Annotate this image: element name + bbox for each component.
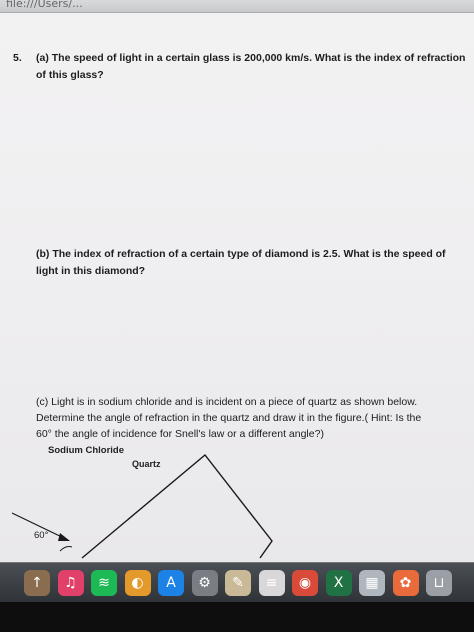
app-store-icon[interactable]: A [158, 570, 184, 596]
question-part-a: (a) The speed of light in a certain glass is 200,000 km/s. What is the index of refraction of this glass? [36, 52, 466, 81]
chrome-icon[interactable]: ◉ [292, 570, 318, 596]
text-edit-icon[interactable]: ≡ [259, 570, 285, 596]
photos-icon[interactable]: ✿ [393, 570, 419, 596]
refraction-figure [0, 13, 474, 568]
photo-booth-icon[interactable]: ◐ [125, 570, 151, 596]
itunes-icon[interactable]: ♫ [58, 570, 84, 596]
question-part-b: (b) The index of refraction of a certain type of diamond is 2.5. What is the speed of light in this diamond? [36, 248, 446, 277]
question-number: 5. [13, 52, 22, 64]
quartz-block-edge [82, 455, 272, 558]
excel-icon[interactable]: X [326, 570, 352, 596]
preview-icon[interactable]: ✎ [225, 570, 251, 596]
browser-address-bar[interactable] [0, 0, 474, 13]
screen-bezel [0, 602, 474, 632]
question-part-c: (c) Light is in sodium chloride and is incident on a piece of quartz as shown below. Determine the angle of refraction in the quartz and draw it in the figure.( Hint: Is the 60° the angle of incidence for Snell's law or a different angle?) [36, 396, 422, 440]
quartz-label: Quartz [132, 459, 161, 469]
url-text: file:///Users/... [6, 0, 83, 10]
dock [0, 562, 474, 603]
system-preferences-icon[interactable]: ⚙ [192, 570, 218, 596]
image-capture-icon[interactable]: ▦ [359, 570, 385, 596]
document-page [0, 13, 474, 568]
sodium-chloride-label: Sodium Chloride [48, 445, 124, 456]
spotify-icon[interactable]: ≋ [91, 570, 117, 596]
launchpad-icon[interactable]: ↑ [24, 570, 50, 596]
angle-label: 60° [34, 530, 49, 541]
angle-arc [60, 547, 72, 552]
ray-arrowhead [58, 533, 70, 541]
trash-icon[interactable]: ⊔ [426, 570, 452, 596]
